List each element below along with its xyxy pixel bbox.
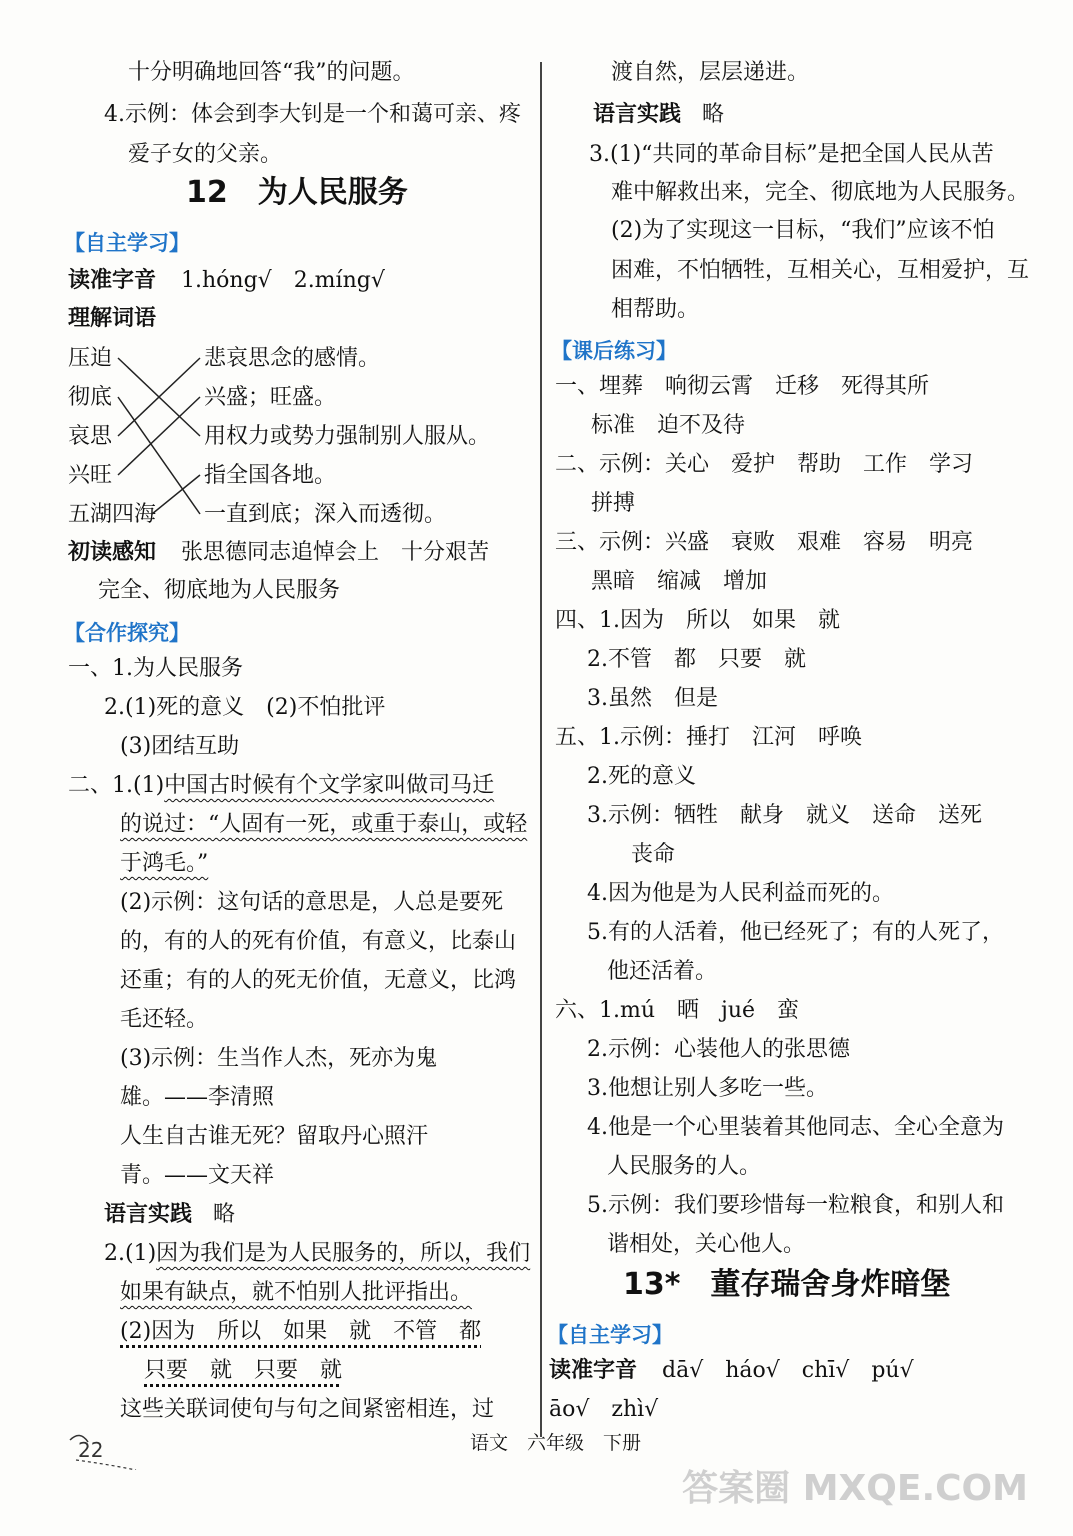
text-line: 3.虽然 但是 [587,686,718,711]
section-kehou-lianxi: 【课后练习】 [551,339,677,363]
chudu-answer: 张思德同志追悼会上 十分艰苦 [181,540,490,565]
text-line: 5.示例：我们要珍惜每一粒粮食，和别人和 [587,1193,1004,1218]
text-line: 这些关联词使句与句之间紧密相连，过 [120,1397,495,1422]
text-line: 青。——文天祥 [120,1163,275,1188]
page-number: 22 [78,1438,104,1462]
text-line: 5.有的人活着，他已经死了；有的人死了， [587,920,1004,945]
text-line: 黑暗 缩减 增加 [591,569,768,594]
yuyan-answer: 略 [702,102,725,127]
text-line: 渡自然，层层递进。 [611,60,810,85]
chudu-row [68,538,489,568]
chudu-label: 初读感知 [68,540,157,565]
text-line: 丧命 [631,842,676,867]
lesson-12-title: 12 为人民服务 [186,175,408,210]
text-line: (2)示例：这句话的意思是，人总是要死 [120,890,504,915]
underlined-text: 如果有缺点，就不怕别人批评指出。 [120,1280,473,1305]
text-line: 十分明确地回答“我”的问题。 [128,60,415,85]
text-line [68,771,494,801]
text-line: 3.示例：牺牲 献身 就义 送命 送死 [587,803,982,828]
text-line: 2.死的意义 [587,764,696,789]
match-word: 彻底 [68,385,113,410]
yuyan-row [104,1200,235,1230]
text-line: 4.因为他是为人民利益而死的。 [587,881,894,906]
text-line: 四、1.因为 所以 如果 就 [555,608,840,633]
duzhun-label: 读准字音 [549,1358,638,1383]
text-line: 爱子女的父亲。 [128,142,283,167]
text-line: 二、示例：关心 爱护 帮助 工作 学习 [555,452,974,477]
text-line: 难中解救出来，完全、彻底地为人民服务。 [611,180,1030,205]
text-line: 4.他是一个心里装着其他同志、全心全意为 [587,1115,1004,1140]
lesson-13-title: 13* 董存瑞舍身炸暗堡 [623,1267,951,1302]
section-zizhu-xuexi: 【自主学习】 [64,231,190,255]
text-line: 3.(1)“共同的革命目标”是把全国人民从苦 [589,142,994,167]
match-word: 兴旺 [68,463,113,488]
duzhun-ziyin-row [68,266,385,296]
text-line: 4.示例：体会到李大钊是一个和蔼可亲、疼 [104,102,521,127]
duzhun-answer: 1.hóng√ 2.míng√ [181,268,385,293]
dotted-text: 只要 就 只要 就 [144,1358,343,1383]
text-line: 2.(1)死的意义 (2)不怕批评 [104,695,386,720]
text-line: 人民服务的人。 [607,1154,762,1179]
duzhun-answer: dā√ háo√ chī√ pú√ [662,1358,914,1383]
text-line: (2)为了实现这一目标，“我们”应该不怕 [611,218,995,243]
match-meaning: 兴盛；旺盛。 [204,385,337,410]
match-meaning: 一直到底；深入而透彻。 [204,502,447,527]
question-number: 2.(1) [104,1241,157,1266]
text-line: 完全、彻底地为人民服务 [98,578,341,603]
underlined-text: 于鸿毛。” [120,851,209,876]
text-line: 三、示例：兴盛 衰败 艰难 容易 明亮 [555,530,974,555]
column-divider [540,62,542,1437]
yuyan-label: 语言实践 [593,102,682,127]
lijie-ciyu-label: 理解词语 [68,306,157,331]
text-line: (3)团结互助 [120,734,240,759]
text-line: 人生自古谁无死？留取丹心照汗 [120,1124,429,1149]
text-line: 六、1.mú 晒 jué 蛮 [555,998,800,1023]
match-word: 压迫 [68,346,113,371]
text-line: 一、1.为人民服务 [68,656,243,681]
underlined-text: 中国古时候有个文学家叫做司马迁 [164,773,495,798]
text-line: 的，有的人的死有价值，有意义，比泰山 [120,929,517,954]
watermark: 答案圈 MXQE.COM [682,1468,1028,1509]
yuyan-row [593,100,724,130]
match-meaning: 悲哀思念的感情。 [204,346,381,371]
text-line: 标准 迫不及待 [591,413,746,438]
section-hezuo-tanjiu: 【合作探究】 [64,621,190,645]
text-line: 毛还轻。 [120,1007,209,1032]
text-line: āo√ zhì√ [549,1397,659,1422]
section-zizhu-xuexi: 【自主学习】 [547,1323,673,1347]
question-number: 二、1.(1) [68,773,165,798]
text-line: (3)示例：生当作人杰，死亦为鬼 [120,1046,438,1071]
text-line: 五、1.示例：捶打 江河 呼唤 [555,725,862,750]
match-meaning: 指全国各地。 [204,463,337,488]
duzhun-ziyin-row [549,1356,914,1386]
text-line: 相帮助。 [611,297,700,322]
match-meaning: 用权力或势力强制别人服从。 [204,424,491,449]
book-info: 语文 六年级 下册 [470,1432,642,1454]
duzhun-label: 读准字音 [68,268,157,293]
text-line: 拼搏 [591,491,636,516]
match-word: 五湖四海 [68,502,157,527]
text-line: 一、埋葬 响彻云霄 迁移 死得其所 [555,374,930,399]
dotted-text: (2)因为 所以 如果 就 不管 都 [120,1319,482,1344]
text-line: 2.不管 都 只要 就 [587,647,806,672]
text-line: 困难，不怕牺牲，互相关心，互相爱护，互 [611,258,1030,283]
underlined-text: 的说过：“人固有一死，或重于泰山，或轻 [120,812,528,837]
text-line [104,1239,530,1269]
matching-lines [68,340,208,520]
text-line: 3.他想让别人多吃一些。 [587,1076,828,1101]
text-line: 2.示例：心装他人的张思德 [587,1037,850,1062]
text-line: 还重；有的人的死无价值，无意义，比鸿 [120,968,517,993]
match-word: 哀思 [68,424,113,449]
yuyan-answer: 略 [213,1202,236,1227]
yuyan-label: 语言实践 [104,1202,193,1227]
text-line: 他还活着。 [607,959,718,984]
text-line: 雄。——李清照 [120,1085,275,1110]
text-line: 谐相处，关心他人。 [607,1232,806,1257]
underlined-text: 因为我们是为人民服务的，所以，我们 [156,1241,531,1266]
